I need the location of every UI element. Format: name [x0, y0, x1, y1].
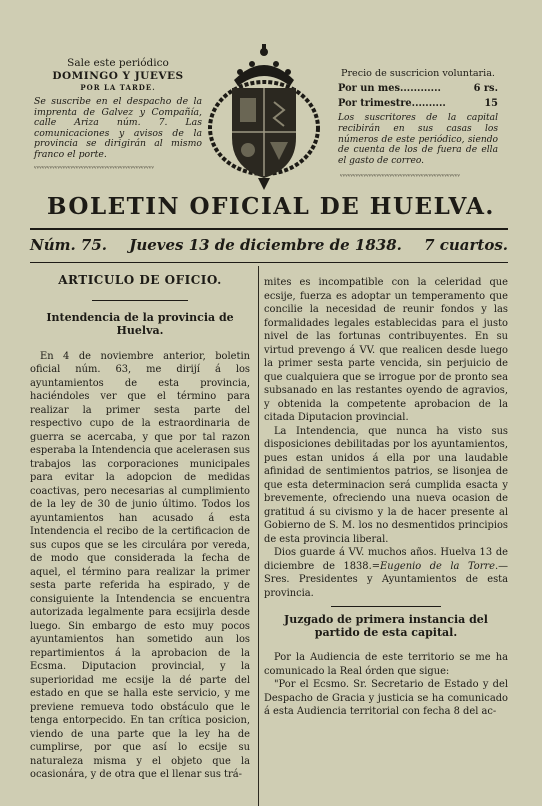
- right-column: [264, 276, 508, 719]
- closing-text: Dios guarde á VV. muchos años. Huelva 13 de diciembre de 1838.=: [264, 547, 508, 572]
- price-title: Precio de suscricion voluntaria.: [341, 68, 495, 79]
- issue-rule-top: [30, 228, 508, 230]
- ornament-border-right: ᵛᵛᵛᵛᵛᵛᵛᵛᵛᵛᵛᵛᵛᵛᵛᵛᵛᵛᵛᵛᵛᵛᵛᵛᵛᵛᵛᵛᵛᵛᵛᵛᵛᵛᵛᵛᵛᵛᵛᵛᵛᵛᵛᵛᵛᵛ: [340, 173, 460, 181]
- issue-price: 7 cuartos.: [424, 236, 508, 254]
- column-divider: [258, 266, 259, 806]
- closing-signature: Eugenio de la Torre.: [380, 560, 499, 572]
- issue-number: Núm. 75.: [30, 236, 108, 254]
- issue-date: Jueves 13 de diciembre de 1838.: [129, 236, 402, 254]
- section-title-juzgado: Juzgado de primera instancia del partido de esta capital.: [284, 613, 488, 639]
- price-row-quarter: [338, 98, 498, 110]
- article-paragraph-continued: mites es incompatible con la celeridad que ecsije, fuerza es adoptar un temperamento que concilie la necesidad de reunir fondos y las formalidades legales establecidas para el justo nivel de las fortunas contribuyentes. En su virtud prevengo á VV. que realicen desde luego la primer sesta parte vencida, sin perjuicio de que cualquiera que se irrogue por de pronto sea subsanado en las restantes oyendo de agravios, y obtenida la competente aprobacion de la citada Diputacion provincial.: [264, 277, 508, 423]
- header-right-info: [338, 68, 498, 167]
- article-closing: [264, 546, 508, 600]
- newspaper-title: BOLETIN OFICIAL DE HUELVA.: [47, 193, 495, 220]
- price-month-value: 6 rs.: [473, 83, 498, 94]
- issue-rule-bottom: [30, 262, 508, 263]
- closing-addressees: — Sres. Presidentes y Ayuntamientos de esta provincia.: [264, 560, 509, 599]
- issue-line: [30, 236, 508, 254]
- article-paragraph: Por la Audiencia de este territorio se me ha comunicado la Real órden que sigue:: [264, 652, 508, 677]
- coat-of-arms-emblem: [206, 42, 322, 192]
- left-column: [30, 272, 250, 782]
- ornament-border-left: ᵛᵛᵛᵛᵛᵛᵛᵛᵛᵛᵛᵛᵛᵛᵛᵛᵛᵛᵛᵛᵛᵛᵛᵛᵛᵛᵛᵛᵛᵛᵛᵛᵛᵛᵛᵛᵛᵛᵛᵛᵛᵛᵛᵛᵛᵛ: [34, 165, 154, 173]
- price-month-label: Por un mes............: [338, 83, 441, 94]
- section-rule: [331, 606, 441, 607]
- article-paragraph: La Intendencia, que nunca ha visto sus disposiciones debilitadas por los ayuntamientos, pues estan unidos á ella por una laudable afinidad de sentimientos patrios, se lisonjea de que esta determinacion será cumplida esacta y brevemente, ofreciendo una nueva ocasion de gratitud á su civismo y la de hacer presente al Gobierno de S. M. los no desmentidos principios de esta provincia liberal.: [264, 425, 508, 545]
- subscriber-note: Los suscritores de la capital recibirán en sus casas los números de este periódico, siendo de cuenta de los de fuera de ella el gasto de correo.: [338, 113, 498, 167]
- article-paragraph: En 4 de noviembre anterior, boletin oficial núm. 63, me dirijí á los ayuntamientos de esta provincia, haciéndoles ver que el término para realizar la primer sesta parte del respectivo cupo de la estraordinaria de guerra se acercaba, y que por tal razon esperaba la Intendencia que acelerasen sus trabajos las corporaciones municipales para evitar la adopcion de medidas coactivas, pero necesarias al cumplimiento de la ley de 30 de junio último. Todos los ayuntamientos han acusado á esta Intendencia el recibo de la certificacion de sus cupos que se les circulára por vereda, de modo que considerada la fecha de aquel, el término para realizar la primer sesta parte referida ha espirado, y de consiguiente la Intendencia se encuentra autorizada legalmente para ecsijirla desde luego. Sin embargo de esto muy pocos ayuntamientos han sometido aun los repartimientos á la aprobacion de la Ecsma. Diputacion provincial, y la superioridad me ecsije la dé parte del estado en que se halla este servicio, y me previene remueva todo obstáculo que le tenga entorpecido. En tan crítica posicion, viendo de una parte que la ley ha de cumplirse, por que así lo ecsije su naturaleza misma y el objeto que la ocasionára, y de otra que el llenar sus trá-: [30, 350, 250, 780]
- article-paragraph: "Por el Ecsmo. Sr. Secretario de Estado y del Despacho de Gracia y justicia se ha comunicado á esta Audiencia territorial con fecha 8 del ac-: [264, 679, 508, 717]
- publication-time: POR LA TARDE.: [80, 83, 156, 92]
- publication-days: DOMINGO Y JUEVES: [52, 70, 184, 82]
- subscription-info: Se suscribe en el despacho de la imprenta de Galvez y Compañía, calle Ariza núm. 7. Las comunicaciones y avisos de la provincia se dirigirán al mismo franco el porte.: [34, 96, 202, 160]
- section-rule: [92, 300, 188, 301]
- price-row-month: [338, 83, 498, 95]
- section-title-oficio: ARTICULO DE OFICIO.: [58, 273, 222, 287]
- price-quarter-label: Por trimestre..........: [338, 98, 446, 109]
- subsection-title-intendencia: Intendencia de la provincia de Huelva.: [46, 310, 234, 337]
- publication-schedule-intro: Sale este periódico: [67, 57, 169, 69]
- header-left-info: [34, 58, 202, 161]
- price-quarter-value: 15: [484, 98, 498, 109]
